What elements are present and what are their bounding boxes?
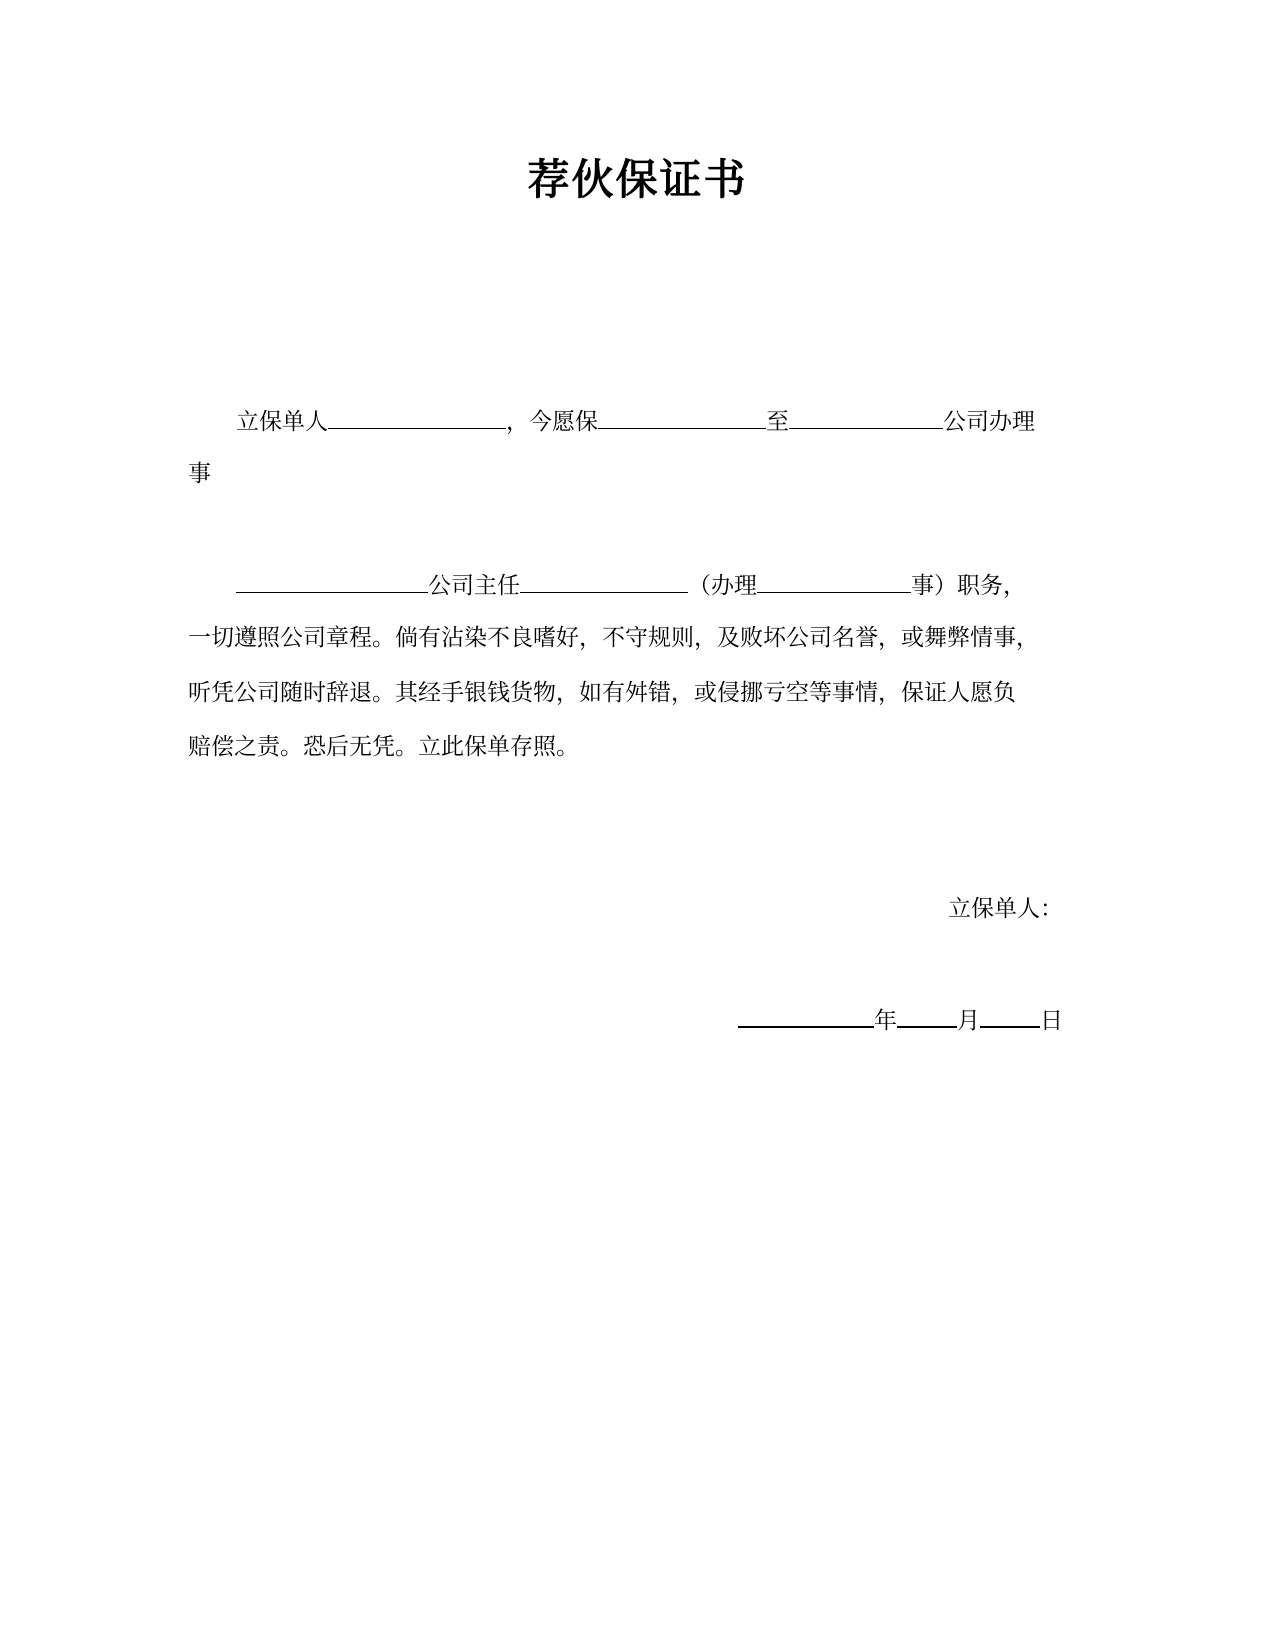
date-line — [738, 1002, 1063, 1037]
para1-line2: 事 — [188, 461, 211, 487]
blank-handle[interactable] — [757, 568, 911, 593]
signature-label: 立保单人： — [948, 896, 1063, 922]
blank-guarantor-name[interactable] — [328, 404, 506, 429]
para2-text-handle: （办理 — [688, 573, 757, 599]
blank-month[interactable] — [897, 1002, 957, 1028]
para1-text-company: 公司办理 — [943, 409, 1035, 435]
date-day-label: 日 — [1040, 1008, 1063, 1034]
para1-text-willing: ，今愿保 — [506, 409, 598, 435]
blank-guaranteed-person[interactable] — [598, 404, 766, 429]
para2-line1 — [236, 568, 1026, 602]
blank-day[interactable] — [980, 1002, 1040, 1028]
para1-text-guarantor: 立保单人 — [236, 409, 328, 435]
blank-director[interactable] — [520, 568, 688, 593]
para2-line4: 赔偿之责。恐后无凭。立此保单存照。 — [188, 734, 579, 760]
blank-year[interactable] — [738, 1002, 874, 1028]
blank-company-name[interactable] — [789, 404, 943, 429]
date-month-label: 月 — [957, 1008, 980, 1034]
para2-line3: 听凭公司随时辞退。其经手银钱货物，如有舛错，或侵挪亏空等事情，保证人愿负 — [188, 680, 1016, 706]
para2-text-director: 公司主任 — [428, 573, 520, 599]
date-year-label: 年 — [874, 1008, 897, 1034]
document-title: 荐伙保证书 — [527, 155, 748, 204]
para1-line1 — [236, 404, 1035, 438]
para1-text-to: 至 — [766, 409, 789, 435]
blank-company[interactable] — [236, 568, 428, 593]
para2-line2: 一切遵照公司章程。倘有沾染不良嗜好，不守规则，及败坏公司名誉，或舞弊情事， — [188, 625, 1039, 651]
para2-text-duty: 事）职务， — [911, 573, 1026, 599]
